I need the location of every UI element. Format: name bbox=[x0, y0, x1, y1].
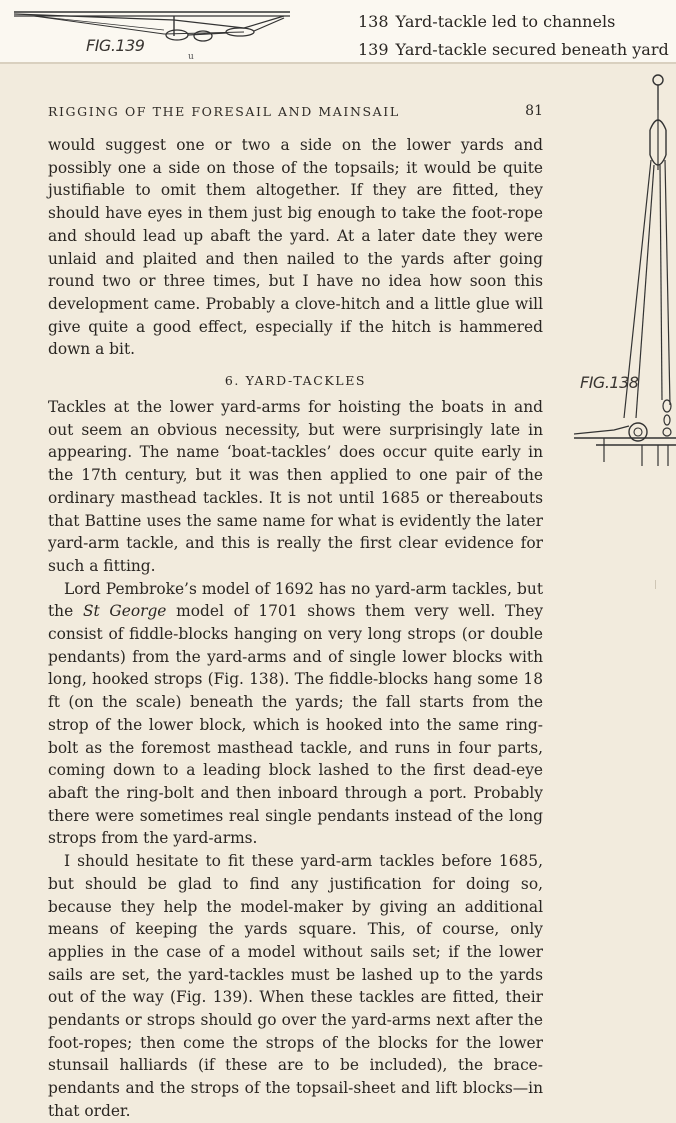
caption-number: 139 bbox=[358, 40, 389, 59]
ship-name: St George bbox=[82, 602, 167, 621]
running-head bbox=[48, 104, 543, 119]
top-strip bbox=[0, 0, 676, 64]
paragraph-3-start: Lord Pembroke’s model of 1692 has no yard-arm tackles, but the bbox=[48, 579, 543, 621]
page-number: 81 bbox=[525, 103, 543, 119]
body-text bbox=[48, 134, 543, 1123]
figure-139-mark: u bbox=[188, 52, 194, 62]
section-heading: 6. YARD-TACKLES bbox=[224, 373, 367, 389]
paragraph-4: I should hesitate to fit these yard-arm tackles before 1685, but should be glad to find any justification for doing so, because they help the model-maker by giving an additional means of keeping the yards square. This, of course, only applies in the case of a model without sails set; if the lower sails are set, the yard-tackles must be lashed up to the yards out of the way (Fig. 139). When these tackles are fitted, their pendants or strops should go over the yard-arms next after the foot-ropes; then come the strops of the blocks for the lower stunsail halliards (if these are to be included), the brace-pendants and the strops of the topsail-sheet and lift blocks—in that order. bbox=[48, 852, 543, 1120]
caption-139 bbox=[358, 36, 669, 64]
running-head-title: RIGGING OF THE FORESAIL AND MAINSAIL bbox=[48, 104, 400, 119]
paragraph-1: would suggest one or two a side on the lower yards and possibly one a side on those of the topsails; it would be quite justifiable to omit them altogether. If they are fitted, they should have eyes in them just big enough to take the foot-rope and should lead up abaft the yard. At a later date they were unlaid and plaited and then nailed to the yards after going round two or three times, but I have no idea how soon this development came. Probably a clove-hitch and a little glue will give quite a good effect, especially if the hitch is hammered down a bit. bbox=[48, 136, 543, 359]
paragraph-3-rest: model of 1701 shows them very well. They consist of fiddle-blocks hanging on very long strops (or double pendants) from the yard-arms and of single lower blocks with long, hooked strops (Fig. 138). The fiddle-blocks hang some 18 ft (on the scale) beneath the yards; the fall starts from the strop of the lower block, which is hooked into the same ring-bolt as the foremost masthead tackle, and runs in four parts, coming down to a leading block lashed to the first dead-eye abaft the ring-bolt and then inboard through a port. Probably there were sometimes real single pendants instead of the long strops from the yard-arms. bbox=[48, 602, 544, 848]
figure-138-drawing bbox=[574, 70, 676, 470]
caption-text: Yard-tackle led to channels bbox=[395, 12, 616, 31]
caption-number: 138 bbox=[358, 12, 389, 31]
paragraph-2: Tackles at the lower yard-arms for hoisting the boats in and out seem an obvious necessity, but were surprisingly late in appearing. The name ‘boat-tackles’ does occur quite early in the 17th century, but it was then applied to one pair of the ordinary masthead tackles. It is not until 1685 or thereabouts that Battine uses the same name for what is evidently the later yard-arm tackle, and this is really the first clear evidence for such a fitting. bbox=[48, 398, 543, 575]
figure-139-drawing bbox=[14, 2, 304, 64]
figure-139-label: FIG.139 bbox=[86, 36, 145, 55]
caption-138 bbox=[358, 8, 669, 36]
page-mark bbox=[655, 580, 656, 589]
figure-captions bbox=[358, 8, 669, 64]
figure-138-label: FIG.138 bbox=[580, 373, 639, 392]
paragraph-3 bbox=[48, 578, 543, 850]
top-strip-divider bbox=[0, 62, 676, 64]
caption-text: Yard-tackle secured beneath yard bbox=[395, 40, 669, 59]
